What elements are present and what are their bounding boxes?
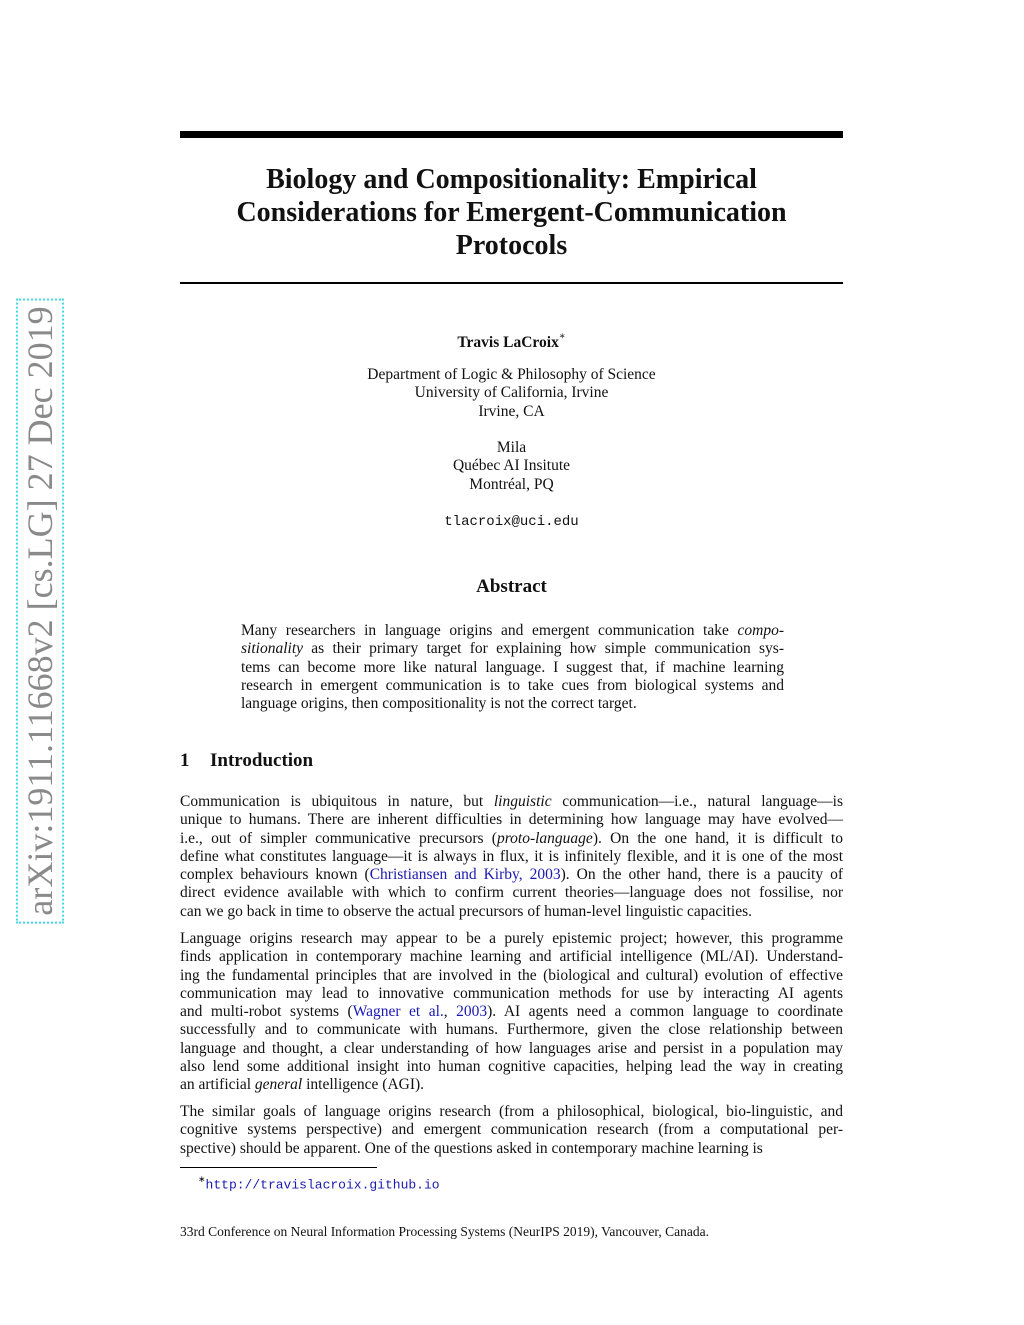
section-number: 1 [180,750,190,771]
body-line: direct evidence available with which to confirm current theories—language does not fossilise, nor [180,884,843,902]
paragraph-1 [180,793,843,921]
author-footnote-mark[interactable]: ∗ [558,331,566,342]
body-line: unique to humans. There are inherent difficulties in determining how language may have evolved— [180,811,843,829]
citation-link[interactable]: Christiansen and Kirby, 2003 [369,866,561,884]
abstract-text [241,622,784,713]
body-line: also lend some additional insight into human cognitive capacities, helping lead the way in creating [180,1058,843,1076]
abstract-line: tems can become more like natural language. I suggest that, if machine learning [241,658,784,676]
footnote [198,1175,440,1192]
affiliation-line: Québec AI Insitute [452,457,571,475]
body-line: Communication is ubiquitous in nature, but linguistic communication—i.e., natural language—is [180,793,843,810]
title-line-2: Considerations for Emergent-Communication [236,197,787,228]
author-name: Travis LaCroix [457,334,559,352]
title-line-1: Biology and Compositionality: Empirical [266,164,757,195]
paper-title [180,163,843,262]
arxiv-stamp-container [15,306,65,916]
section-title: Introduction [210,750,314,771]
body-line: define what constitutes language—it is always in flux, it is infinitely flexible, and it is one of the most [180,847,843,865]
abstract-line: Many researchers in language origins and emergent communication take compo- [241,622,784,639]
body-line: spective) should be apparent. One of the questions asked in contemporary machine learning is [180,1139,763,1157]
body-line: and multi-robot systems (Wagner et al., 2003). AI agents need a common language to coordinate [180,1003,843,1021]
affiliation-line: Mila [496,439,527,456]
abstract-line: sitionality as their primary target for explaining how simple communication sys- [241,640,784,658]
body-line: Language origins research may appear to be a purely epistemic project; however, this programme [180,930,843,947]
body-line: The similar goals of language origins research (from a philosophical, biological, bio-linguistic, and [180,1103,843,1120]
affiliation-1 [180,366,843,421]
author [180,330,843,352]
footnote-mark: ∗ [198,1174,206,1184]
affiliation-line: Montréal, PQ [469,475,554,493]
abstract-line: language origins, then compositionality is not the correct target. [241,695,637,713]
body-line: communication may lead to innovative communication methods for use by interacting AI agents [180,984,843,1002]
abstract-line: research in emergent communication is to take cues from biological systems and [241,676,784,694]
footnote-rule [180,1167,377,1168]
body-line: language and thought, a clear understanding of how languages arise and persist in a population may [180,1039,843,1057]
body-line: can we go back in time to observe the actual precursors of human-level linguistic capacities. [180,902,753,920]
title-rule-bottom [180,282,843,284]
body-line: successfully and to communicate with humans. Furthermore, given the close relationship between [180,1021,843,1039]
section-heading-introduction [180,750,313,772]
paragraph-3 [180,1103,843,1158]
body-line: ing the fundamental principles that are involved in the (biological and cultural) evolution of effective [180,966,843,984]
body-line: complex behaviours known (Christiansen and Kirby, 2003). On the other hand, there is a paucity of [180,866,843,884]
abstract-heading: Abstract [476,576,547,597]
affiliation-line: University of California, Irvine [414,384,609,402]
body-line: finds application in contemporary machine learning and artificial intelligence (ML/AI). Understand- [180,948,843,966]
affiliation-line: Department of Logic & Philosophy of Science [367,366,656,383]
arxiv-stamp[interactable]: arXiv:1911.11668v2 [cs.LG] 27 Dec 2019 [16,298,64,923]
footnote-url-link[interactable]: http://travislacroix.github.io [205,1177,440,1193]
body-line: an artificial general intelligence (AGI). [180,1076,425,1094]
paragraph-2 [180,930,843,1095]
author-email: tlacroix@uci.edu [444,514,579,530]
body-line: cognitive systems perspective) and emergent communication research (from a computational per- [180,1121,843,1139]
citation-link[interactable]: Wagner et al. [352,1003,444,1021]
title-rule-top [180,131,843,138]
affiliation-2 [180,439,843,494]
title-line-3: Protocols [455,230,568,261]
body-line: i.e., out of simpler communicative precursors (proto-language). On the one hand, it is difficult to [180,829,843,847]
affiliation-line: Irvine, CA [478,402,545,420]
citation-link[interactable]: 2003 [456,1003,488,1021]
conference-footer: 33rd Conference on Neural Information Processing Systems (NeurIPS 2019), Vancouver, Canada. [180,1224,709,1239]
